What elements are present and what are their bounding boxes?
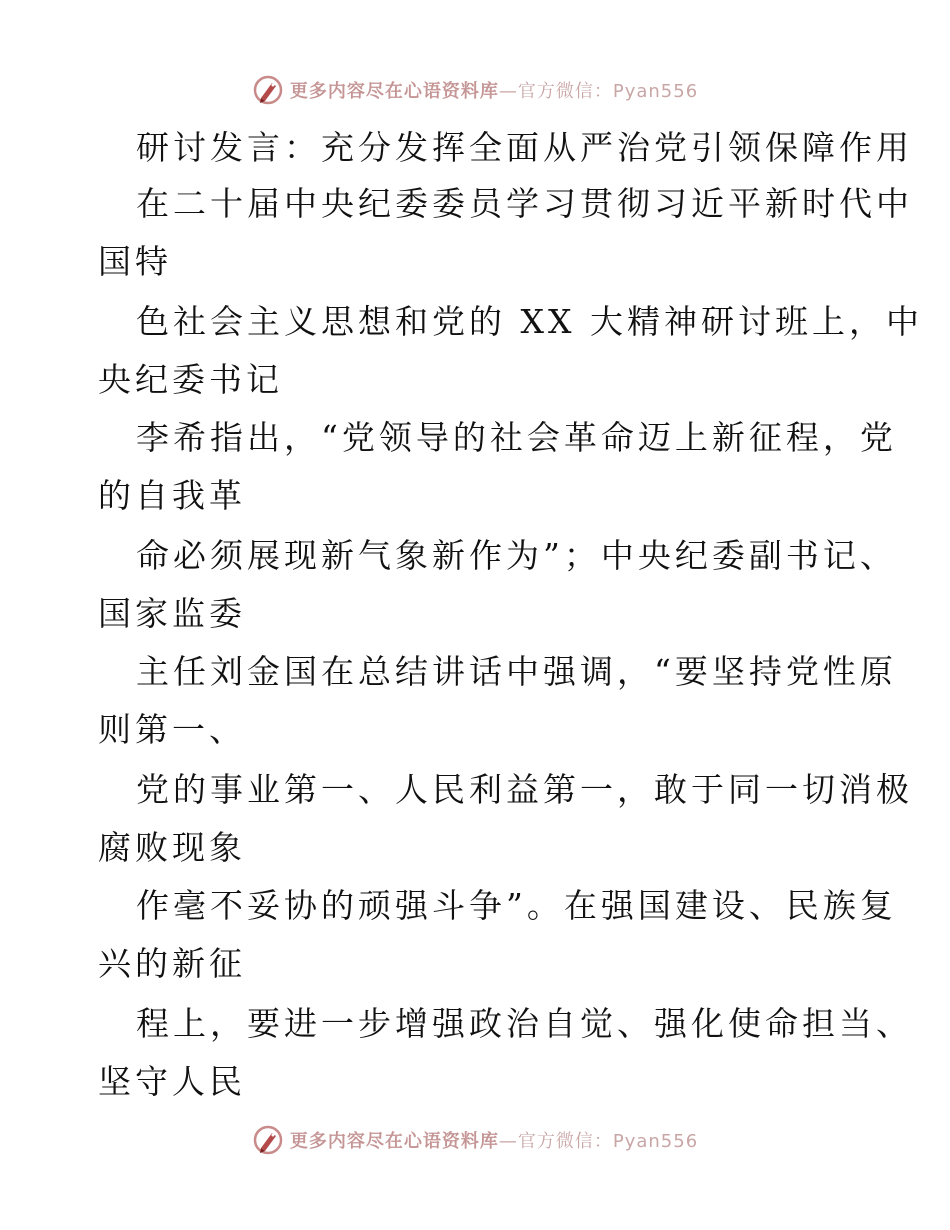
watermark-site-text: 更多内容尽在心语资料库 [289,81,499,102]
text-line: 作毫不妥协的顽强斗争”。在强国建设、民族复 [136,886,897,925]
text-line: 主任刘金国在总结讲话中强调，“要坚持党性原 [136,652,897,691]
watermark-dash: — [498,81,518,102]
text-line: 程上，要进一步增强政治自觉、强化使命担当、 [136,1004,913,1043]
text-line: 兴的新征 [98,944,246,983]
text-line: 在二十届中央纪委委员学习贯彻习近平新时代中 [136,184,913,223]
pen-logo-icon [252,1124,284,1156]
watermark-wechat-text: 官方微信：Pyan556 [517,1131,699,1152]
text-line: 的自我革 [98,476,246,515]
text-line: 党的事业第一、人民利益第一，敢于同一切消极 [136,770,913,809]
text-line: 国特 [98,242,172,281]
watermark-site-text: 更多内容尽在心语资料库 [289,1131,499,1152]
document-title: 研讨发言：充分发挥全面从严治党引领保障作用 [136,128,913,167]
text-line: 国家监委 [98,594,246,633]
text-line: 李希指出，“党领导的社会革命迈上新征程，党 [136,418,897,457]
text-line: 央纪委书记 [98,360,283,399]
footer-watermark [0,1120,950,1160]
pen-logo-icon [252,74,284,106]
text-line: 腐败现象 [98,828,246,867]
text-line: 则第一、 [98,710,246,749]
watermark-wechat-text: 官方微信：Pyan556 [517,81,699,102]
text-line: 命必须展现新气象新作为”；中央纪委副书记、 [136,536,897,575]
watermark-dash: — [498,1131,518,1152]
text-line: 色社会主义思想和党的 XX 大精神研讨班上，中 [136,302,923,341]
text-line: 坚守人民 [98,1062,246,1101]
header-watermark [0,70,950,110]
